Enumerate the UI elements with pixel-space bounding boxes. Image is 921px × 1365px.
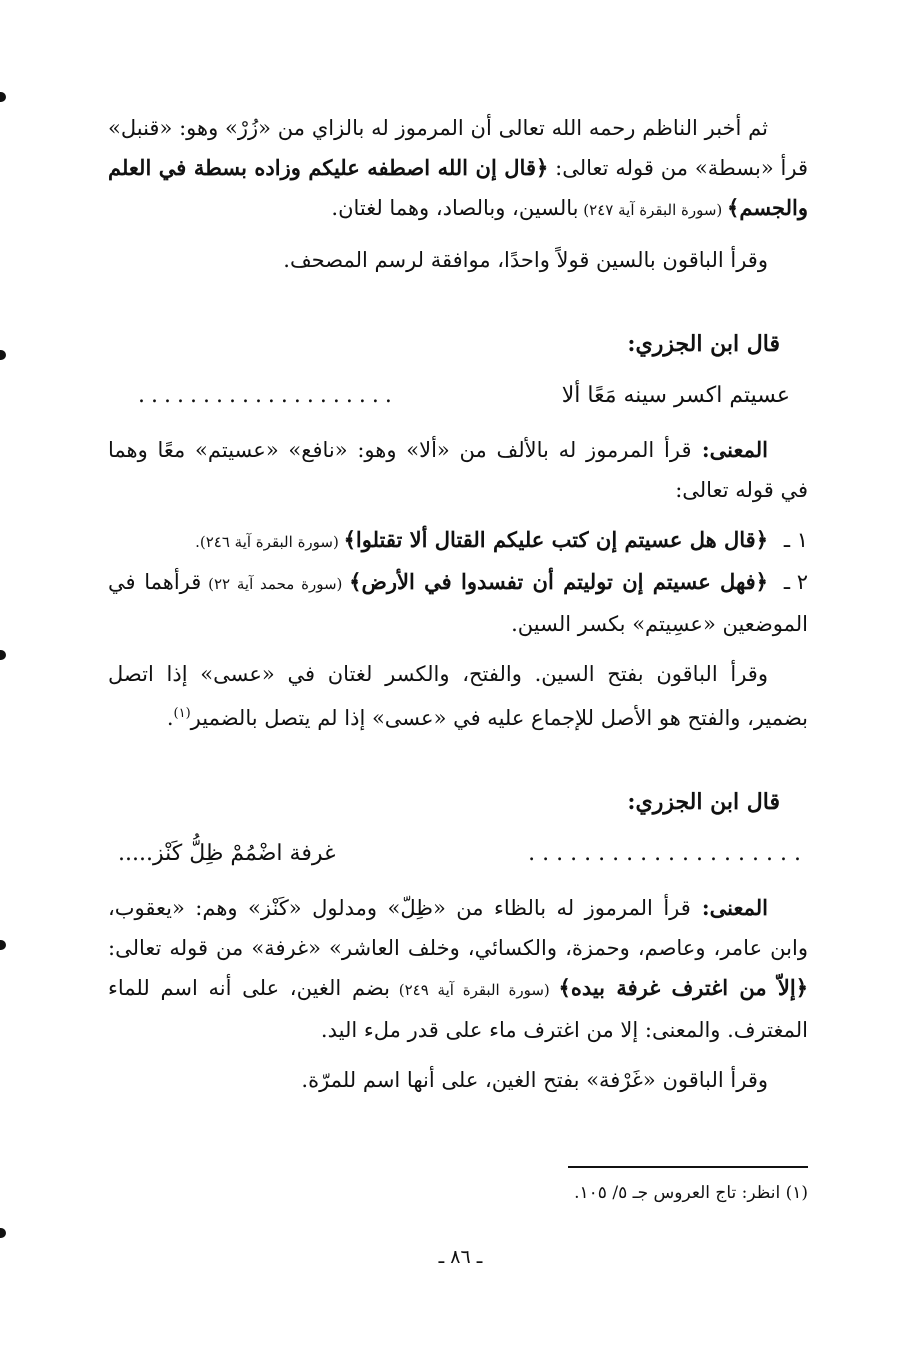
poem-hemistich-right: .................... [528, 841, 808, 866]
meaning-text: قرأ المرموز له بالظاء من «ظِلّ» ومدلول «كَنْز» وهم: «يعقوب، وابن عامر، وعاصم، وحمزة، والكسائي، وخلف العاشر» «غرفة» من قوله تعالى: [108, 896, 808, 960]
scan-edge-mark [0, 650, 6, 660]
footnote: (١) انظر: تاج العروس جـ ٥/ ١٠٥. [574, 1183, 808, 1203]
paragraph-others-fath-ghain: وقرأ الباقون «غَرْفة» بفتح الغين، على أنها اسم للمرّة. [301, 1068, 768, 1092]
list-number: ١ ـ [783, 528, 808, 552]
intro-text: ثم أخبر الناظم رحمه الله تعالى أن المرموز له بالزاي من «زُرْ» وهو: «قنبل» قرأ «بسطة» من قوله تعالى: [108, 116, 808, 180]
poem-hemistich-left: غرفة اضْمُمْ ظِلُّ كَنْز..... [118, 841, 336, 866]
poem-hemistich-left: .................... [138, 383, 398, 408]
paragraph-meaning-2 [108, 888, 808, 1050]
scan-edge-mark [0, 940, 6, 950]
paragraph-others-sin: وقرأ الباقون بالسين قولاً واحدًا، موافقة لرسم المصحف. [283, 248, 768, 272]
meaning-label: المعنى: [690, 895, 768, 920]
section-heading-1: قال ابن الجزري: [627, 331, 780, 357]
paragraph-others-fath [108, 654, 808, 738]
list-item-2 [108, 562, 808, 644]
list-item-text: قرأهما في الموضعين «عسِيتم» بكسر السين. [108, 570, 808, 636]
paragraph-end: . [166, 706, 174, 730]
quran-verse: ﴿إلاّ من اغترف غرفة بيده﴾ [558, 975, 809, 1000]
page-number: ـ ٨٦ ـ [438, 1246, 483, 1268]
page-body [108, 108, 808, 1100]
poem-line-2 [108, 832, 808, 876]
list-number: ٢ ـ [783, 570, 808, 594]
quran-verse: ﴿قال هل عسيتم إن كتب عليكم القتال ألا تقتلوا﴾ [343, 527, 768, 552]
verse-reference: (سورة البقرة آية ٢٤٧) [578, 201, 728, 219]
meaning-text-end: بضم الغين، على أنه اسم للماء المغترف. والمعنى: إلا من اغترف ماء على قدر ملء اليد. [108, 976, 808, 1042]
quran-verse-bastah: ﴿قال إن الله اصطفه عليكم وزاده بسطة في العلم والجسم﴾ [108, 155, 808, 220]
meaning-label: المعنى: [691, 437, 768, 462]
footnote-separator [568, 1166, 808, 1168]
paragraph-text: وقرأ الباقون بفتح السين. والفتح، والكسر لغتان في «عسى» إذا اتصل بضمير، والفتح هو الأصل للإجماع عليه في «عسى» إذا لم يتصل بالضمير [108, 662, 808, 730]
paragraph-meaning-1 [108, 430, 808, 510]
list-item-1 [108, 520, 808, 562]
meaning-text: قرأ المرموز له بالألف من «ألا» وهو: «نافع» «عسيتم» معًا وهما في قوله تعالى: [108, 438, 808, 502]
quran-verse: ﴿فهل عسيتم إن توليتم أن تفسدوا في الأرض﴾ [349, 569, 768, 594]
verse-reference: (سورة محمد آية ٢٢) [201, 575, 350, 593]
scan-edge-mark [0, 1228, 6, 1238]
section-heading-2: قال ابن الجزري: [627, 789, 780, 815]
scan-edge-mark [0, 350, 6, 360]
poem-line-1 [108, 374, 808, 418]
footnote-marker: (١) [173, 706, 191, 721]
intro-text-end: بالسين، وبالصاد، وهما لغتان. [331, 196, 579, 220]
scan-edge-mark [0, 92, 6, 102]
poem-hemistich-right: عسيتم اكسر سينه مَعًا ألا [561, 383, 790, 408]
verse-reference: (سورة البقرة آية ٢٤٩) [389, 981, 559, 999]
paragraph-intro [108, 108, 808, 230]
verse-reference: (سورة البقرة آية ٢٤٦). [195, 533, 344, 551]
